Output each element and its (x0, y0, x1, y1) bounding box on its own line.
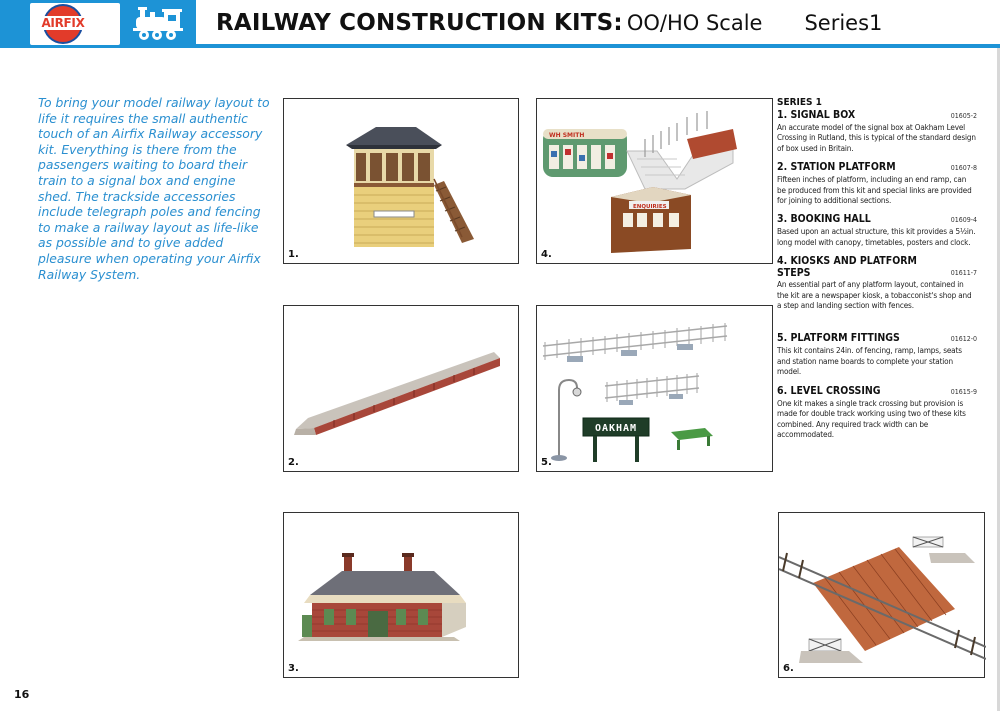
spec-code: 01605-2 (950, 112, 977, 120)
spec-item-station-platform (777, 161, 977, 205)
photo-label: 6. (783, 663, 794, 674)
spec-desc: An accurate model of the signal box at Oakham Level Crossing in Rutland, this is typical of the standard design of box used in Britain. (777, 122, 976, 153)
title-series: Series1 (804, 11, 883, 35)
spec-code: 01615-9 (950, 387, 977, 396)
header-rule (196, 44, 1000, 48)
photo-label: 4. (541, 249, 552, 260)
photo-label: 5. (541, 457, 552, 468)
page-number: 16 (14, 688, 30, 701)
spec-code: 01607-8 (950, 164, 977, 173)
page-title (216, 6, 882, 40)
photo-level-crossing (778, 512, 985, 678)
photo-label: 3. (288, 663, 299, 674)
spec-code: 01611-7 (950, 269, 977, 278)
title-main: RAILWAY CONSTRUCTION KITS: (216, 10, 623, 36)
photo-station-platform (283, 305, 519, 472)
header-band (0, 0, 1000, 48)
photo-booking-hall (283, 512, 519, 678)
spec-title: 6. LEVEL CROSSING (777, 384, 881, 397)
spec-desc: One kit makes a single track crossing but provision is made for double track working using two of these kits combined. Any required track width can be accommodated. (777, 397, 966, 439)
locomotive-icon (128, 3, 194, 45)
photo-platform-fittings (536, 305, 773, 472)
photo-kiosks-and-steps (536, 98, 773, 264)
spec-title: 1. SIGNAL BOX (777, 109, 856, 121)
spec-item-level-crossing (777, 385, 977, 440)
specs-column (777, 97, 977, 447)
spec-item-kiosks (777, 255, 977, 310)
photo-signal-box (283, 98, 519, 264)
airfix-logo (30, 3, 120, 45)
title-scale: OO/HO Scale (626, 11, 763, 35)
spec-title: 2. STATION PLATFORM (777, 161, 896, 174)
spec-title: 4. KIOSKS AND PLATFORM STEPS (777, 255, 917, 280)
spec-desc: Based upon an actual structure, this kit provides a 5½in. long model with canopy, timetables, posters and clock. (777, 226, 976, 247)
spec-title: 5. PLATFORM FITTINGS (777, 332, 900, 345)
intro-paragraph: To bring your model railway layout to life it requires the small authentic touch of an Airfix Railway accessory kit. Everything is there from the passengers waiting to board their train to a signal box and engine shed. The trackside accessories include telegraph poles and fencing to make a railway layout as life-like as possible and to give added pleasure when operating your Airfix Railway System. (38, 95, 270, 282)
spec-title: 3. BOOKING HALL (777, 213, 871, 226)
spec-code: 01609-4 (950, 216, 977, 225)
spec-desc: Fifteen inches of platform, including an end ramp, can be produced from this kit and special links are provided for joining to additional sections. (777, 174, 972, 206)
spec-item-signal-box (777, 109, 977, 153)
kiosk-sign-text: WH SMITH (549, 132, 585, 139)
logo-text: AIRFIX (30, 16, 96, 30)
spec-code: 01612-0 (950, 335, 977, 344)
spec-desc: This kit contains 24in. of fencing, ramp, lamps, seats and station name boards to complete your station model. (777, 345, 962, 377)
spec-item-platform-fittings (777, 332, 977, 376)
photo-label: 1. (288, 249, 299, 260)
station-board-text: OAKHAM (594, 423, 638, 434)
kiosk-sign2-text: ENQUIRIES (633, 204, 667, 210)
spec-item-booking-hall (777, 213, 977, 247)
series-heading: SERIES 1 (777, 97, 822, 108)
spec-desc: An essential part of any platform layout, contained in the kit are a newspaper kiosk, a tobacconist's shop and a step and landing section with fences. (777, 279, 972, 311)
photo-label: 2. (288, 457, 299, 468)
